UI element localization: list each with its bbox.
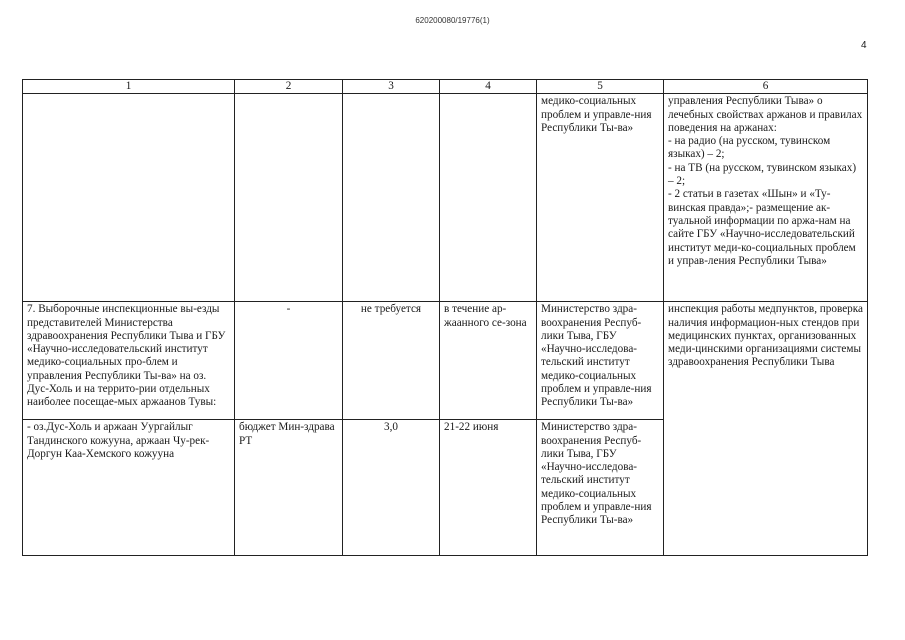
column-header-3: 3 xyxy=(343,80,440,94)
table-header-row xyxy=(23,80,868,94)
cell-result: инспекция работы медпунктов, проверка наличия информацион-ных стендов при медицинских пунктах, организованных меди-цинскими организациями системы здравоохранения Республики Тыва xyxy=(664,302,868,556)
result-line: - на радио (на русском, тувинском языках) – 2; xyxy=(668,135,831,161)
activities-table xyxy=(22,79,868,556)
cell-responsible: Министерство здра-воохранения Респуб-лики Тыва, ГБУ «Научно-исследова-тельский институт медико-социальных проблем и управле-ния Республики Ты-ва» xyxy=(537,420,664,556)
cell-period: в течение ар-жаанного се-зона xyxy=(440,302,537,420)
cell-amount xyxy=(343,94,440,302)
cell-period xyxy=(440,94,537,302)
result-line: - на ТВ (на русском, тувинском языках) – 2; xyxy=(668,161,857,188)
document-id: 620200080/19776(1) xyxy=(415,16,490,25)
column-header-4: 4 xyxy=(440,80,537,94)
column-header-2: 2 xyxy=(235,80,343,94)
column-header-6: 6 xyxy=(664,80,868,94)
cell-activity: - оз.Дус-Холь и аржаан Уургайлыг Тандинского кожууна, аржаан Чу-рек-Доргун Каа-Хемского кожууна xyxy=(23,420,235,556)
cell-result xyxy=(664,94,868,302)
cell-funding: бюджет Мин-здрава РТ xyxy=(235,420,343,556)
table-row xyxy=(23,94,868,302)
cell-activity xyxy=(23,94,235,302)
cell-responsible: медико-социальных проблем и управле-ния Республики Ты-ва» xyxy=(537,94,664,302)
table-row xyxy=(23,302,868,420)
result-line: - 2 статьи в газетах «Шын» и «Ту-винская правда»;- размещение ак-туальной информации по аржа-нам на сайте ГБУ «Научно-исследовательский институт меди-ко-социальных проблем и управ-ления Республики Тыва» xyxy=(668,188,856,267)
cell-activity: 7. Выборочные инспекционные вы-езды представителей Министерства здравоохранения Республики Тыва и ГБУ «Научно-исследовательский институт медико-социальных про-блем и управления Республики Ты-ва» на оз. Дус-Холь и на террито-рии отдельных наиболее посещае-мых аржаанов Тувы: xyxy=(23,302,235,420)
cell-amount: не требуется xyxy=(343,302,440,420)
column-header-1: 1 xyxy=(23,80,235,94)
column-header-5: 5 xyxy=(537,80,664,94)
cell-amount: 3,0 xyxy=(343,420,440,556)
cell-funding xyxy=(235,94,343,302)
cell-funding: - xyxy=(235,302,343,420)
cell-responsible: Министерство здра-воохранения Респуб-лики Тыва, ГБУ «Научно-исследова-тельский институт медико-социальных проблем и управле-ния Республики Ты-ва» xyxy=(537,302,664,420)
result-line: управления Республики Тыва» о лечебных свойствах аржанов и правилах поведения на аржанах: xyxy=(668,95,863,134)
cell-period: 21-22 июня xyxy=(440,420,537,556)
page-number: 4 xyxy=(861,40,867,51)
